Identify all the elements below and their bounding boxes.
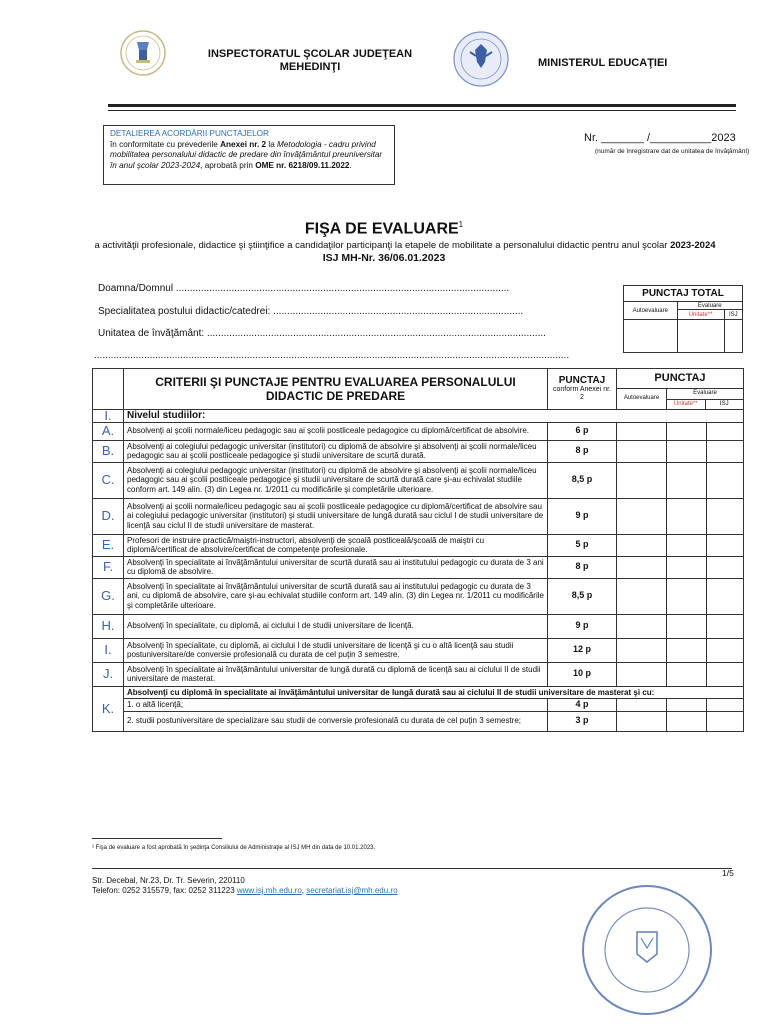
page-number: 1/5 [722, 868, 734, 878]
row-unit-cell[interactable] [667, 498, 707, 534]
form-title [0, 220, 768, 238]
header-blank [93, 369, 124, 410]
k-isj-cell[interactable] [707, 711, 744, 731]
row-criterion: Absolvenţi în specialitate ai învăţământului universitar de scurtă durată sau ai institutului pedagogic cu durata de 3 ani cu diplomă de absolvire. [124, 556, 548, 578]
details-ome: OME nr. 6218/09.11.2022 [255, 160, 350, 170]
row-points: 9 p [548, 614, 617, 638]
row-points: 12 p [548, 638, 617, 662]
details-title: DETALIEREA ACORDĂRII PUNCTAJELOR [110, 129, 269, 138]
criteria-row [93, 534, 744, 556]
total-score-title: PUNCTAJ TOTAL [624, 286, 743, 302]
footer-divider [92, 868, 732, 869]
unit-field[interactable]: Unitatea de învăţământ: .......................................................................................................................... [98, 328, 546, 339]
row-criterion: Absolvenţi în specialitate, cu diplomă, ai ciclului I de studii universitare de licenţă şi cu o altă licenţă sau studii postuniversitare/de conversie profesională cu durata de cel puţin 3 semestre. [124, 638, 548, 662]
row-self-eval-cell[interactable] [617, 614, 667, 638]
details-text: , aprobată prin [200, 160, 253, 170]
footnote: ¹ Fişa de evaluare a fost aprobată în şedinţa Consiliului de Administraţie al ISJ MH din data de 10.01.2023. [92, 845, 376, 851]
row-points: 5 p [548, 534, 617, 556]
row-letter: J. [93, 662, 124, 686]
k-isj-cell[interactable] [707, 699, 744, 712]
row-letter: D. [93, 498, 124, 534]
row-points: 6 p [548, 422, 617, 440]
row-letter: B. [93, 440, 124, 462]
row-criterion: Absolvenţi ai şcolii normale/liceu pedagogic sau ai şcolii postliceale pedagogice cu diplomă/certificat de absolvire. [124, 422, 548, 440]
details-text: în anul şcolar 2023-2024 [110, 160, 201, 170]
row-criterion: Absolvenţi ai colegiului pedagogic universitar (institutori) cu diplomă de absolvire şi absolvenţi ai şcolii normale/liceu pedagogic sau ai şcolii postliceale pedagogice şi studii universitare de scurtă durată care şi-au echivalat studiile conform art. 149 alin. (3) din Legea nr. 1/2011 cu modificările şi completările ulterioare. [124, 462, 548, 498]
row-isj-cell[interactable] [707, 498, 744, 534]
row-points: 10 p [548, 662, 617, 686]
row-unit-cell[interactable] [667, 662, 707, 686]
row-isj-cell[interactable] [707, 534, 744, 556]
row-isj-cell[interactable] [707, 556, 744, 578]
k-criterion: 2. studii postuniversitare de specializare sau studii de conversie profesională cu durata de cel puţin 3 semestre; [124, 711, 548, 731]
row-unit-cell[interactable] [667, 534, 707, 556]
k-unit-cell[interactable] [667, 699, 707, 712]
email-link[interactable]: secretariat.isj@mh.edu.ro [306, 886, 398, 895]
ministry-name: MINISTERUL EDUCAŢIEI [538, 57, 668, 69]
total-score-box [623, 285, 743, 353]
total-unit-label: Unitate** [677, 310, 724, 320]
points-header-sub: conform Anexei nr. 2 [553, 385, 611, 401]
row-letter: G. [93, 578, 124, 614]
row-criterion: Absolvenţi ai colegiului pedagogic universitar (institutori) cu diplomă de absolvire şi absolvenţi ai şcolii normale/liceu pedagogic sau ai şcolii postliceale pedagogice şi studii universitare de scurtă durată. [124, 440, 548, 462]
row-points: 9 p [548, 498, 617, 534]
row-unit-cell[interactable] [667, 614, 707, 638]
row-isj-cell[interactable] [707, 462, 744, 498]
details-text: în conformitate cu prevederile [110, 139, 218, 149]
total-eval-label: Evaluare [677, 302, 742, 310]
criteria-row [93, 422, 744, 440]
score-header: PUNCTAJ [617, 369, 744, 389]
eval-header [667, 389, 744, 410]
form-subtitle [60, 240, 750, 251]
points-header [548, 369, 617, 410]
row-letter: I. [93, 638, 124, 662]
row-self-eval-cell[interactable] [617, 662, 667, 686]
extra-field[interactable]: ........................................................................................................................................................................... [94, 350, 570, 361]
k-points: 4 p [548, 699, 617, 712]
k-row [93, 699, 744, 712]
row-unit-cell[interactable] [667, 578, 707, 614]
row-isj-cell[interactable] [707, 614, 744, 638]
row-isj-cell[interactable] [707, 662, 744, 686]
row-letter: H. [93, 614, 124, 638]
k-title-row [93, 686, 744, 699]
row-self-eval-cell[interactable] [617, 578, 667, 614]
row-letter: C. [93, 462, 124, 498]
k-title: Absolvenţi cu diplomă în specialitate ai învăţământului universitar de lungă durată sau ai ciclului II de studii universitare de masterat şi cu: [124, 686, 744, 699]
official-stamp [575, 880, 720, 1020]
criteria-row [93, 556, 744, 578]
row-self-eval-cell[interactable] [617, 638, 667, 662]
row-criterion: Absolvenţi în specialitate, cu diplomă, ai ciclului I de studii universitare de licenţă. [124, 614, 548, 638]
row-unit-cell[interactable] [667, 422, 707, 440]
specialty-field[interactable]: Specialitatea postului didactic/catedrei: .......................................................................................... [98, 306, 524, 317]
details-annex: Anexei nr. 2 [220, 139, 267, 149]
form-title-text: FIŞA DE EVALUARE [304, 220, 459, 238]
row-letter: E. [93, 534, 124, 556]
section-title: Nivelul studiilor: [124, 410, 744, 423]
website-link[interactable]: www.isj.mh.edu.ro [236, 886, 302, 895]
row-self-eval-cell[interactable] [617, 498, 667, 534]
isj-header: ISJ [719, 400, 729, 407]
isj-reference: ISJ MH-Nr. 36/06.01.2023 [322, 252, 446, 264]
row-criterion: Absolvenţi în specialitate ai învăţământului universitar de scurtă durată sau ai institutului pedagogic cu durata de 3 ani, cu diplomă de absolvire, care şi-au echivalat studiile conform art. 149 alin. (3) din Legea nr. 1/2011 cu modificările şi completările ulterioare. [124, 578, 548, 614]
row-self-eval-cell[interactable] [617, 556, 667, 578]
row-criterion: Profesori de instruire practică/maiştri-instructori, absolvenţi de şcoală postliceală/şcoală de maiştri cu diplomă/certificat de absolvire/certificat de competenţe profesionale. [124, 534, 548, 556]
total-isj-label: ISJ [724, 310, 742, 320]
k-criterion: 1. o altă licenţă; [124, 699, 548, 712]
row-self-eval-cell[interactable] [617, 462, 667, 498]
row-self-eval-cell[interactable] [617, 440, 667, 462]
header-divider-thin [108, 110, 736, 111]
footnote-ref: 1 [458, 220, 464, 229]
criteria-row [93, 578, 744, 614]
row-points: 8 p [548, 556, 617, 578]
row-isj-cell[interactable] [707, 578, 744, 614]
row-self-eval-cell[interactable] [617, 422, 667, 440]
k-points: 3 p [548, 711, 617, 731]
row-unit-cell[interactable] [667, 440, 707, 462]
points-header-title: PUNCTAJ [558, 374, 606, 386]
row-unit-cell[interactable] [667, 638, 707, 662]
criteria-row [93, 440, 744, 462]
details-text: la [268, 139, 275, 149]
address-block: Str. Decebal, Nr.23, Dr. Tr. Severin, 220110 Telefon: 0252 315579, fax: 0252 311223 www.isj.mh.edu.ro, secretariat.isj@mh.edu.ro [92, 876, 398, 895]
k-self-eval-cell[interactable] [617, 699, 667, 712]
row-points: 8,5 p [548, 462, 617, 498]
header-divider [108, 104, 736, 107]
details-text: . [349, 160, 352, 170]
self-eval-header: Autoevaluare [617, 389, 667, 410]
k-self-eval-cell[interactable] [617, 711, 667, 731]
unit-header: Unitate** [667, 400, 706, 410]
criteria-row [93, 662, 744, 686]
k-row [93, 711, 744, 731]
details-methodology: Metodologia - cadru privind [277, 139, 376, 149]
government-crest [452, 30, 510, 88]
name-field[interactable]: Doamna/Domnul ........................................................................................................................ [98, 283, 510, 294]
details-text: mobilitatea personalului didactic de predare din învăţământul preuniversitar [110, 150, 383, 159]
total-self-eval-cell[interactable] [624, 320, 678, 353]
row-unit-cell[interactable] [667, 462, 707, 498]
row-letter: F. [93, 556, 124, 578]
criteria-row [93, 498, 744, 534]
section-letter: I. [93, 410, 124, 423]
criteria-row [93, 614, 744, 638]
registration-number: Nr. _______ /__________2023 [584, 132, 736, 144]
row-letter: A. [93, 422, 124, 440]
eval-header-label: Evaluare [693, 390, 717, 396]
criteria-table [92, 368, 744, 732]
address-line: Str. Decebal, Nr.23, Dr. Tr. Severin, 220110 [92, 876, 245, 885]
subtitle-text: a activităţii profesionale, didactice şi ştiinţifice a candidaţilor participanţi la etapele de mobilitate a personalului didactic pentru anul şcolar [94, 240, 668, 251]
total-self-eval-label: Autoevaluare [624, 302, 678, 320]
k-letter: K. [93, 686, 124, 731]
registration-note: (număr de înregistrare dat de unitatea de învăţământ) [595, 148, 750, 155]
row-criterion: Absolvenţi în specialitate ai învăţământului universitar de lungă durată cu diplomă de licenţă sau ai ciclului II de studii universitare de masterat. [124, 662, 548, 686]
row-self-eval-cell[interactable] [617, 534, 667, 556]
isj-logo [118, 28, 168, 86]
row-criterion: Absolvenţi ai şcolii normale/liceu pedagogic sau ai şcolii postliceale pedagogice cu diplomă/certificat de absolvire sau ai colegiului pedagogic universitar (institutori) şi studii universitare de lungă durată sau ciclul I de studii universitare de licenţă sau ciclul II de studii universitare de masterat. [124, 498, 548, 534]
row-points: 8 p [548, 440, 617, 462]
criteria-row [93, 638, 744, 662]
total-unit-cell[interactable] [677, 320, 724, 353]
phone-fax: Telefon: 0252 315579, fax: 0252 311223 [92, 886, 235, 895]
criteria-header: CRITERII ŞI PUNCTAJE PENTRU EVALUAREA PERSONALULUI DIDACTIC DE PREDARE [124, 369, 548, 410]
k-unit-cell[interactable] [667, 711, 707, 731]
footnote-divider [92, 838, 222, 839]
isj-name: INSPECTORATUL ŞCOLAR JUDEŢEAN MEHEDINŢI [207, 48, 413, 73]
row-isj-cell[interactable] [707, 638, 744, 662]
total-isj-cell[interactable] [724, 320, 742, 353]
row-unit-cell[interactable] [667, 556, 707, 578]
subtitle-year: 2023-2024 [670, 240, 716, 251]
row-points: 8,5 p [548, 578, 617, 614]
row-isj-cell[interactable] [707, 422, 744, 440]
criteria-row [93, 462, 744, 498]
details-box [103, 125, 395, 185]
row-isj-cell[interactable] [707, 440, 744, 462]
